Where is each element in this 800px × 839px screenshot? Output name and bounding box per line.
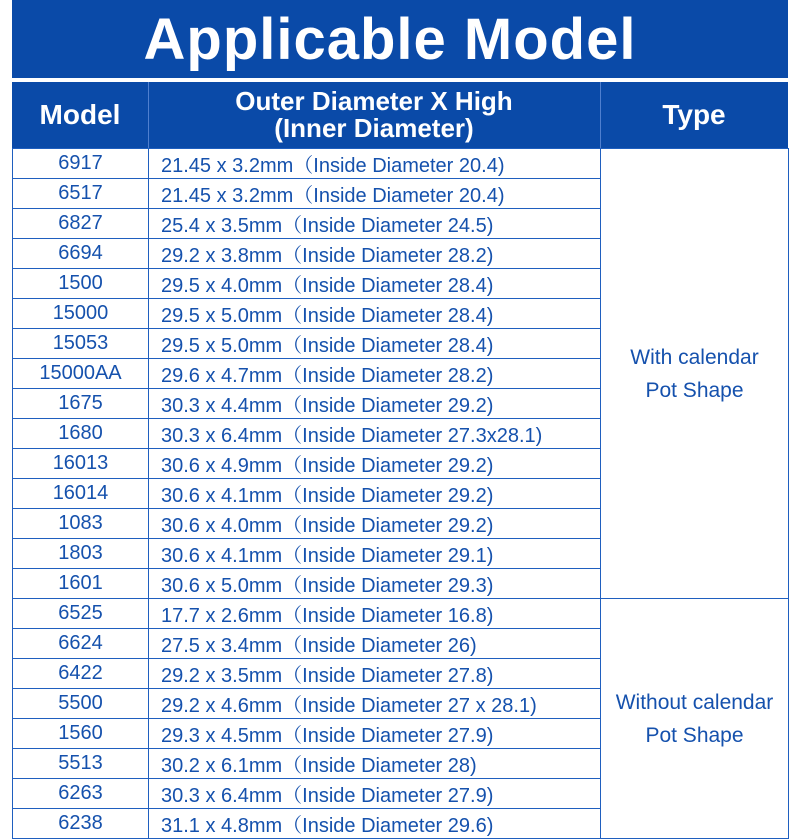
type-label-line2: Pot Shape — [645, 723, 744, 747]
type-label-line2: Pot Shape — [645, 378, 744, 402]
header-dimensions-line1: Outer Diameter X High — [235, 85, 513, 116]
dimensions-cell: 29.3 x 4.5mm（Inside Diameter 27.9) — [149, 719, 601, 749]
model-cell: 1500 — [13, 269, 149, 299]
model-cell: 1601 — [13, 569, 149, 599]
model-cell: 5513 — [13, 749, 149, 779]
dimensions-cell: 29.2 x 3.8mm（Inside Diameter 28.2) — [149, 239, 601, 269]
dimensions-cell: 30.2 x 6.1mm（Inside Diameter 28) — [149, 749, 601, 779]
table-row — [13, 149, 789, 179]
model-cell: 6263 — [13, 779, 149, 809]
dimensions-cell: 29.5 x 4.0mm（Inside Diameter 28.4) — [149, 269, 601, 299]
header-dimensions — [148, 82, 600, 148]
model-cell: 15053 — [13, 329, 149, 359]
dimensions-cell: 30.6 x 4.1mm（Inside Diameter 29.1) — [149, 539, 601, 569]
header-type: Type — [662, 99, 726, 131]
models-table — [12, 148, 789, 839]
dimensions-cell: 29.2 x 4.6mm（Inside Diameter 27 x 28.1) — [149, 689, 601, 719]
header-dimensions-line2: (Inner Diameter) — [274, 113, 474, 143]
dimensions-cell: 31.1 x 4.8mm（Inside Diameter 29.6) — [149, 809, 601, 839]
dimensions-cell: 30.6 x 4.0mm（Inside Diameter 29.2) — [149, 509, 601, 539]
model-cell: 1680 — [13, 419, 149, 449]
dimensions-cell: 30.6 x 5.0mm（Inside Diameter 29.3) — [149, 569, 601, 599]
model-cell: 16014 — [13, 479, 149, 509]
dimensions-cell: 30.3 x 6.4mm（Inside Diameter 27.9) — [149, 779, 601, 809]
model-cell: 6517 — [13, 179, 149, 209]
table-row — [13, 599, 789, 629]
model-cell: 1803 — [13, 539, 149, 569]
model-cell: 6624 — [13, 629, 149, 659]
type-cell — [601, 599, 789, 839]
model-cell: 1083 — [13, 509, 149, 539]
model-cell: 6525 — [13, 599, 149, 629]
model-cell: 15000AA — [13, 359, 149, 389]
dimensions-cell: 30.3 x 6.4mm（Inside Diameter 27.3x28.1) — [149, 419, 601, 449]
dimensions-cell: 21.45 x 3.2mm（Inside Diameter 20.4) — [149, 179, 601, 209]
dimensions-cell: 27.5 x 3.4mm（Inside Diameter 26) — [149, 629, 601, 659]
dimensions-cell: 29.2 x 3.5mm（Inside Diameter 27.8) — [149, 659, 601, 689]
model-cell: 6917 — [13, 149, 149, 179]
model-cell: 6694 — [13, 239, 149, 269]
page-title: Applicable Model — [143, 7, 637, 72]
dimensions-cell: 29.6 x 4.7mm（Inside Diameter 28.2) — [149, 359, 601, 389]
type-cell — [601, 149, 789, 599]
dimensions-cell: 17.7 x 2.6mm（Inside Diameter 16.8) — [149, 599, 601, 629]
table-header — [12, 82, 788, 148]
type-label-line1: Without calendar — [615, 690, 774, 714]
dimensions-cell: 30.3 x 4.4mm（Inside Diameter 29.2) — [149, 389, 601, 419]
dimensions-cell: 29.5 x 5.0mm（Inside Diameter 28.4) — [149, 299, 601, 329]
model-cell: 6422 — [13, 659, 149, 689]
model-cell: 15000 — [13, 299, 149, 329]
dimensions-cell: 30.6 x 4.1mm（Inside Diameter 29.2) — [149, 479, 601, 509]
dimensions-cell: 29.5 x 5.0mm（Inside Diameter 28.4) — [149, 329, 601, 359]
dimensions-cell: 25.4 x 3.5mm（Inside Diameter 24.5) — [149, 209, 601, 239]
model-cell: 5500 — [13, 689, 149, 719]
dimensions-cell: 21.45 x 3.2mm（Inside Diameter 20.4) — [149, 149, 601, 179]
title-banner — [12, 0, 788, 78]
model-cell: 6827 — [13, 209, 149, 239]
dimensions-cell: 30.6 x 4.9mm（Inside Diameter 29.2) — [149, 449, 601, 479]
model-cell: 16013 — [13, 449, 149, 479]
model-cell: 6238 — [13, 809, 149, 839]
model-cell: 1560 — [13, 719, 149, 749]
type-label-line1: With calendar — [630, 345, 759, 369]
header-model: Model — [39, 99, 121, 131]
model-cell: 1675 — [13, 389, 149, 419]
models-table-body — [13, 149, 789, 839]
